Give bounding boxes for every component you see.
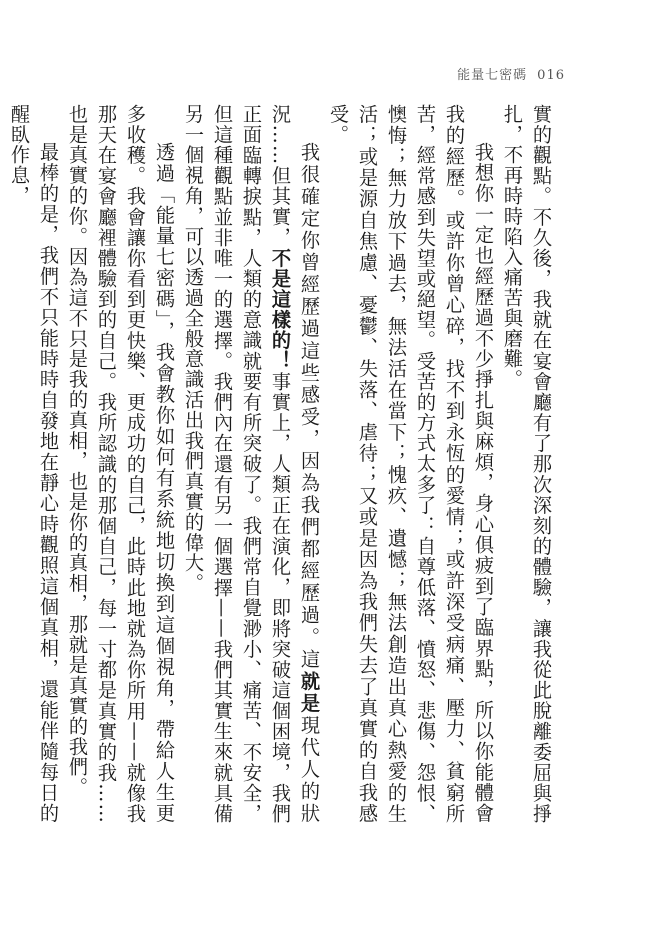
bold-text: 不是這樣的！ — [269, 247, 292, 372]
body-text — [8, 104, 556, 824]
paragraph — [63, 104, 179, 824]
text-segment: 我很確定你曾經歷過這些感受，因為我們都經歷過。這 — [298, 142, 321, 672]
book-title: 能量七密碼 — [457, 68, 528, 83]
text-segment: 最棒的是，我們不只能時時自發地在靜心時觀照這個真相，還能伴隨每日的醒臥作息， — [8, 104, 60, 824]
paragraph — [5, 104, 63, 824]
paragraph — [179, 104, 324, 824]
running-header — [457, 64, 565, 83]
text-segment: 現代人的狀況……但其實， — [269, 104, 321, 824]
bold-text: 就是 — [298, 671, 321, 716]
paragraph — [498, 104, 556, 824]
page-number: 016 — [537, 68, 565, 83]
text-segment: 事實上，人類正在演化，即將突破這個困境，我們正面臨轉捩點，人類的意識就要有所突破了。我們常自覺渺小、痛苦、不安全，但這種觀點並非唯一的選擇。我們內在還有另一個選擇——我們其實生來就具備另一個視角，可以透過全般意識活出我們真實的偉大。 — [182, 104, 292, 824]
paragraph — [324, 104, 498, 824]
text-segment: 我想你一定也經歷過不少掙扎與麻煩，身心俱疲到了臨界點，所以你能體會我的經歷。或許你曾心碎，找不到永恆的愛情；或許深受病痛、壓力、貧窮所苦，經常感到失望或絕望。受苦的方式太多了：自尊低落、憤怒、悲傷、怨恨、懊悔；無力放下過去，無法活在當下；愧疚、遺憾；無法創造出真心熱愛的生活；或是源自焦慮、憂鬱、失落、虐待；又或是因為我們失去了真實的自我感受。 — [327, 104, 495, 824]
text-segment: 透過「能量七密碼」，我會教你如何有系統地切換到這個視角，帶給人生更多收穫。我會讓你看到更快樂、更成功的自己，此時此地就為你所用——就像我那天在宴會廳裡體驗到的自己。我所認識的那個自己，每一寸都是真實的我……也是真實的你。因為這不只是我的真相，也是你的真相，那就是真實的我們。 — [66, 104, 176, 824]
text-segment: 實的觀點。不久後，我就在宴會廳有了那次深刻的體驗，讓我從此脫離委屈與掙扎，不再時時陷入痛苦與磨難。 — [501, 104, 553, 824]
